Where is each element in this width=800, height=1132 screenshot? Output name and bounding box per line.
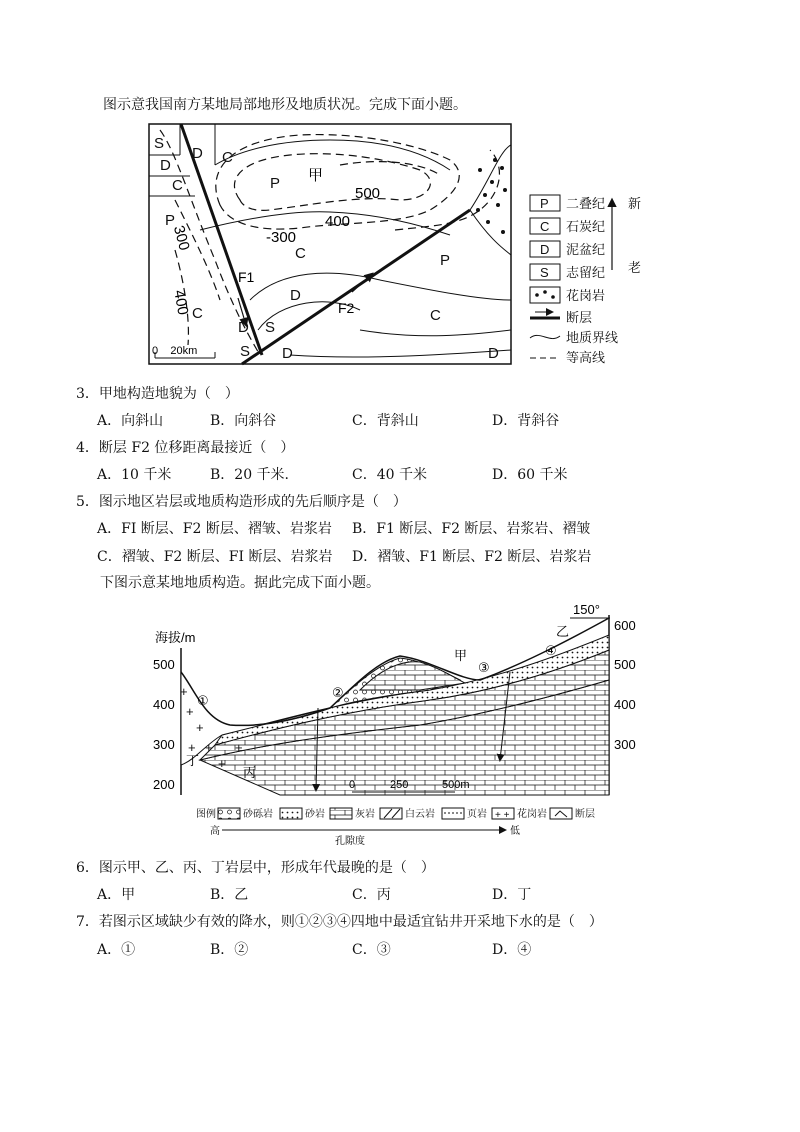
svg-text:600: 600 bbox=[614, 618, 636, 633]
contour-300b: -300 bbox=[266, 229, 297, 246]
svg-text:C: C bbox=[192, 305, 203, 322]
jia-label: 甲 bbox=[308, 167, 324, 184]
svg-text:砂岩: 砂岩 bbox=[305, 809, 325, 820]
q7-option-b[interactable]: B．② bbox=[210, 942, 249, 958]
q3-option-a[interactable]: A．向斜山 bbox=[97, 413, 164, 429]
q3-option-d[interactable]: D．背斜谷 bbox=[492, 413, 560, 429]
granite-area bbox=[476, 158, 507, 234]
q7-option-c[interactable]: C．③ bbox=[352, 942, 391, 958]
svg-text:二叠纪: 二叠纪 bbox=[566, 196, 606, 211]
svg-text:+: + bbox=[218, 756, 226, 771]
svg-text:④: ④ bbox=[545, 643, 557, 658]
svg-text:石炭纪: 石炭纪 bbox=[566, 219, 606, 234]
svg-text:0: 0 bbox=[349, 779, 356, 791]
svg-text:P: P bbox=[270, 175, 281, 192]
svg-text:400: 400 bbox=[153, 697, 175, 712]
q6-option-d[interactable]: D．丁 bbox=[492, 887, 532, 903]
svg-text:+: + bbox=[186, 704, 194, 719]
svg-text:断层: 断层 bbox=[566, 310, 593, 325]
svg-text:乙: 乙 bbox=[556, 624, 570, 639]
svg-text:C: C bbox=[222, 149, 233, 166]
svg-text:500: 500 bbox=[153, 657, 175, 672]
q7-stem: 7．若图示区域缺少有效的降水，则①②③④四地中最适宜钻井开采地下水的是（ ） bbox=[76, 914, 603, 930]
contour-400b: 400 bbox=[170, 288, 192, 317]
q3-option-b[interactable]: B．向斜谷 bbox=[210, 413, 277, 429]
svg-text:地质界线: 地质界线 bbox=[566, 330, 619, 345]
intro-text-1: 图示意我国南方某地局部地形及地质状况。完成下面小题。 bbox=[103, 97, 467, 113]
svg-text:S: S bbox=[540, 265, 549, 280]
svg-text:②: ② bbox=[332, 685, 344, 700]
svg-text:C: C bbox=[172, 177, 183, 194]
svg-text:S: S bbox=[240, 343, 251, 360]
q4-option-b[interactable]: B．20 千米. bbox=[210, 467, 290, 483]
svg-text:高: 高 bbox=[210, 826, 220, 837]
map-legend bbox=[530, 195, 641, 365]
svg-text:断层: 断层 bbox=[575, 809, 595, 820]
q4-option-d[interactable]: D．60 千米 bbox=[492, 467, 568, 483]
svg-text:200: 200 bbox=[153, 777, 175, 792]
q4-stem: 4．断层 F2 位移距离最接近（ ） bbox=[76, 440, 295, 456]
q6-option-c[interactable]: C．丙 bbox=[352, 887, 391, 903]
q5-option-c[interactable]: C．褶皱、F2 断层、FI 断层、岩浆岩 bbox=[97, 549, 333, 565]
svg-text:页岩: 页岩 bbox=[467, 809, 487, 820]
q6-stem: 6．图示甲、乙、丙、丁岩层中，形成年代最晚的是（ ） bbox=[76, 860, 435, 876]
svg-text:500m: 500m bbox=[442, 779, 470, 791]
q7-option-a[interactable]: A．① bbox=[97, 942, 136, 958]
svg-text:志留纪: 志留纪 bbox=[566, 265, 606, 280]
svg-text:250: 250 bbox=[390, 779, 409, 791]
svg-text:+: + bbox=[188, 740, 196, 755]
q6-option-b[interactable]: B．乙 bbox=[210, 887, 249, 903]
svg-text:D: D bbox=[160, 157, 171, 174]
svg-text:①: ① bbox=[197, 693, 209, 708]
map-scale: 0 20km bbox=[152, 345, 198, 357]
q7-option-d[interactable]: D．④ bbox=[492, 942, 532, 958]
svg-text:丙: 丙 bbox=[243, 765, 257, 780]
svg-text:D: D bbox=[238, 319, 249, 336]
svg-text:D: D bbox=[282, 345, 293, 362]
q3-option-c[interactable]: C．背斜山 bbox=[352, 413, 419, 429]
svg-text:C: C bbox=[430, 307, 441, 324]
svg-text:500: 500 bbox=[614, 657, 636, 672]
svg-text:花岗岩: 花岗岩 bbox=[566, 288, 606, 303]
svg-text:+: + bbox=[205, 740, 213, 755]
svg-text:+: + bbox=[180, 684, 188, 699]
q5-option-d[interactable]: D．褶皱、F1 断层、F2 断层、岩浆岩 bbox=[352, 549, 592, 565]
svg-text:P: P bbox=[165, 212, 176, 229]
svg-text:+: + bbox=[235, 740, 243, 755]
svg-text:D: D bbox=[290, 287, 301, 304]
svg-text:图例: 图例 bbox=[196, 809, 216, 820]
svg-text:等高线: 等高线 bbox=[566, 350, 606, 365]
section-ylabel: 海拔/m bbox=[155, 630, 196, 645]
section-legend bbox=[196, 807, 595, 821]
svg-text:灰岩: 灰岩 bbox=[355, 809, 375, 820]
svg-text:③: ③ bbox=[478, 660, 490, 675]
svg-text:低: 低 bbox=[510, 826, 520, 837]
svg-text:S: S bbox=[154, 135, 165, 152]
F1-label: F1 bbox=[238, 269, 255, 285]
svg-text:甲: 甲 bbox=[454, 648, 468, 663]
svg-text:老: 老 bbox=[628, 260, 642, 275]
angle-label: 150° bbox=[573, 602, 600, 617]
geologic-section bbox=[0, 598, 800, 848]
svg-text:P: P bbox=[540, 196, 549, 211]
svg-text:D: D bbox=[192, 145, 203, 162]
contour-300a: 300 bbox=[169, 223, 193, 253]
svg-text:花岗岩: 花岗岩 bbox=[517, 809, 547, 820]
svg-text:D: D bbox=[488, 345, 499, 362]
svg-text:+: + bbox=[196, 720, 204, 735]
svg-text:C: C bbox=[295, 245, 306, 262]
svg-text:400: 400 bbox=[614, 697, 636, 712]
svg-text:白云岩: 白云岩 bbox=[405, 809, 435, 820]
svg-text:砂砾岩: 砂砾岩 bbox=[243, 809, 273, 820]
q5-option-a[interactable]: A．FI 断层、F2 断层、褶皱、岩浆岩 bbox=[97, 521, 332, 537]
svg-text:C: C bbox=[540, 219, 550, 234]
contour-500: 500 bbox=[355, 185, 381, 202]
svg-text:D: D bbox=[540, 242, 550, 257]
svg-text:泥盆纪: 泥盆纪 bbox=[566, 242, 606, 257]
q3-stem: 3．甲地构造地貌为（ ） bbox=[76, 386, 239, 402]
svg-text:新: 新 bbox=[628, 196, 642, 211]
svg-text:300: 300 bbox=[614, 737, 636, 752]
map-frame bbox=[149, 124, 511, 364]
q5-option-b[interactable]: B．F1 断层、F2 断层、岩浆岩、褶皱 bbox=[352, 521, 591, 537]
svg-text:P: P bbox=[440, 252, 451, 269]
svg-text:S: S bbox=[265, 319, 276, 336]
F2-label: F2 bbox=[338, 300, 355, 316]
svg-text:+ +: + + bbox=[495, 810, 510, 821]
intro-text-2: 下图示意某地地质构造。据此完成下面小题。 bbox=[100, 575, 380, 591]
contour-400: 400 bbox=[325, 213, 351, 230]
q6-option-a[interactable]: A．甲 bbox=[97, 887, 136, 903]
svg-text:300: 300 bbox=[153, 737, 175, 752]
q5-stem: 5．图示地区岩层或地质构造形成的先后顺序是（ ） bbox=[76, 494, 407, 510]
svg-text:孔隙度: 孔隙度 bbox=[335, 836, 365, 847]
svg-text:丁: 丁 bbox=[186, 753, 200, 768]
q4-option-a[interactable]: A．10 千米 bbox=[97, 467, 172, 483]
q4-option-c[interactable]: C．40 千米 bbox=[352, 467, 427, 483]
